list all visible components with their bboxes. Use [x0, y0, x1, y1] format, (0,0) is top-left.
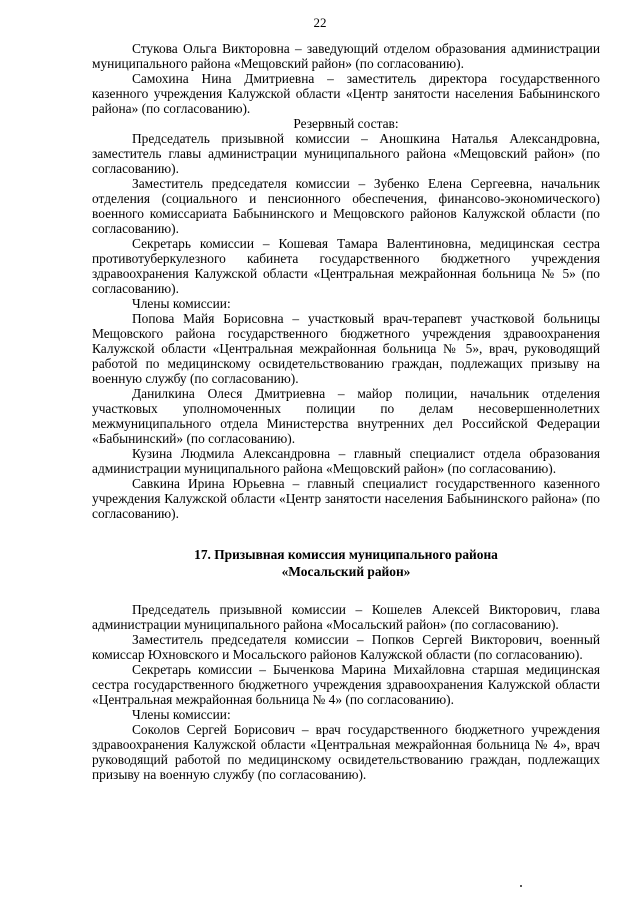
section-17-members-label: Члены комиссии: — [132, 707, 231, 722]
section-17-deputy-chairman: Заместитель председателя комиссии – Попков Сергей Викторович, военный комиссар Юхновского и Мосальского районов Калужской области (по согласованию). — [92, 632, 600, 662]
section-17-title-line-1: 17. Призывная комиссия муниципального района — [194, 547, 498, 562]
member-samokhina: Самохина Нина Дмитриевна – заместитель директора государственного казенного учреждения Калужской области «Центр занятости населения Бабынинского района» (по согласованию). — [92, 71, 600, 116]
page-number: 22 — [313, 15, 327, 30]
section-17-title-line-2: «Мосальский район» — [281, 564, 411, 579]
reserve-member-popova: Попова Майя Борисовна – участковый врач-терапевт участковой больницы Мещовского района государственного бюджетного учреждения здравоохранения Калужской области «Центральная межрайонная больница № 5», врач, руководящий работой по медицинскому освидетельствованию граждан, подлежащих призыву на военную службу (по согласованию). — [92, 311, 600, 386]
member-stukova: Стукова Ольга Викторовна – заведующий отделом образования администрации муниципального района «Мещовский район» (по согласованию). — [92, 41, 600, 71]
reserve-member-danilkina: Данилкина Олеся Дмитриевна – майор полиции, начальник отделения участковых уполномоченных полиции по делам несовершеннолетних межмуниципального отдела Министерства внутренних дел Российской Федерации «Бабынинский» (по согласованию). — [92, 386, 600, 446]
reserve-members-label: Члены комиссии: — [132, 296, 231, 311]
section-17-title — [92, 546, 600, 580]
reserve-heading: Резервный состав: — [293, 116, 399, 131]
section-17-member-sokolov: Соколов Сергей Борисович – врач государственного бюджетного учреждения здравоохранения Калужской области «Центральная межрайонная больница № 4», врач руководящий работой по медицинскому освидетельствованию граждан, подлежащих призыву на военную службу (по согласованию). — [92, 722, 600, 782]
reserve-secretary: Секретарь комиссии – Кошевая Тамара Валентиновна, медицинская сестра противотуберкулезного кабинета государственного бюджетного учреждения здравоохранения Калужской области «Центральная межрайонная больница № 5» (по согласованию). — [92, 236, 600, 296]
document-body — [92, 41, 600, 782]
reserve-chairman: Председатель призывной комиссии – Аношкина Наталья Александровна, заместитель главы администрации муниципального района «Мещовский район» (по согласованию). — [92, 131, 600, 176]
scan-speck — [520, 885, 522, 887]
section-17-secretary: Секретарь комиссии – Быченкова Марина Михайловна старшая медицинская сестра государственного бюджетного учреждения здравоохранения Калужской области «Центральная межрайонная больница № 4» (по согласованию). — [92, 662, 600, 707]
reserve-deputy-chairman: Заместитель председателя комиссии – Зубенко Елена Сергеевна, начальник отделения (социального и пенсионного обеспечения, финансово-экономического) военного комиссариата Бабынинского и Мещовского районов Калужской области (по согласованию). — [92, 176, 600, 236]
reserve-member-savkina: Савкина Ирина Юрьевна – главный специалист государственного казенного учреждения Калужской области «Центр занятости населения Бабынинского района» (по согласованию). — [92, 476, 600, 521]
reserve-member-kuzina: Кузина Людмила Александровна – главный специалист отдела образования администрации муниципального района «Мещовский район» (по согласованию). — [92, 446, 600, 476]
section-17-chairman: Председатель призывной комиссии – Кошелев Алексей Викторович, глава администрации муниципального района «Мосальский район» (по согласованию). — [92, 602, 600, 632]
